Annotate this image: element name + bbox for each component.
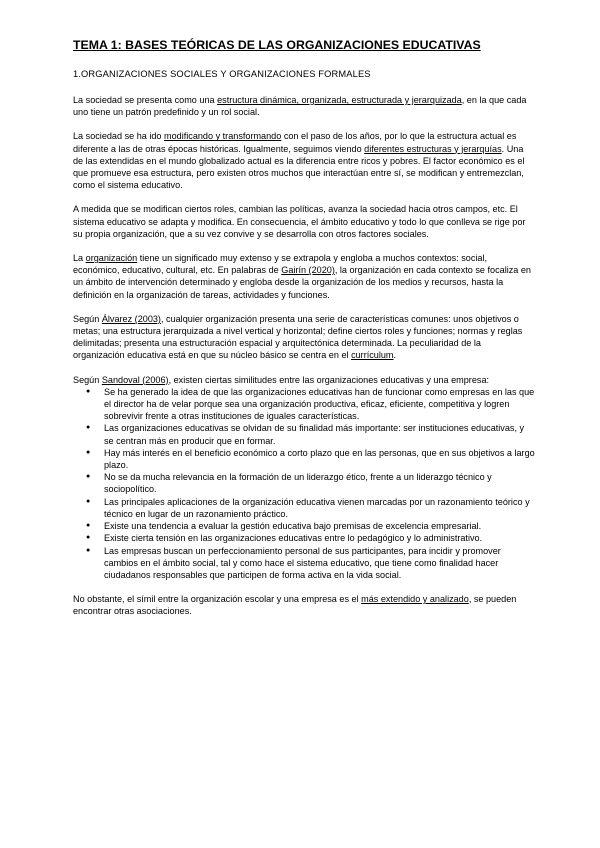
text-run: con el paso de los años, por lo que la estructura actual es diferente a las de otras épocas históricas. Igualmente, seguimos viendo <box>73 131 517 154</box>
list-item: ● Las principales aplicaciones de la organización educativa vienen marcadas por un razonamiento teórico y técnico en lugar de un razonamiento práctico. <box>73 496 535 520</box>
text-run: La sociedad se presenta como una <box>73 95 218 105</box>
paragraph-5 <box>73 313 535 362</box>
underlined-text: más extendido y analizado <box>361 594 469 605</box>
text-run: , cualquier organización presenta una serie de características comunes: unos objetivos o metas; una estructura jerarquizada a nivel vertical y horizontal; define ciertos roles y funciones; normas y reglas delimitadas; presenta una estructuración espacial y arquitectónica determinada. La peculiaridad de la organización educativa está en que su núcleo básico se centra en el <box>73 313 523 361</box>
text-run: Según <box>73 313 102 324</box>
paragraph-1 <box>73 94 535 118</box>
text-run: . <box>393 350 397 361</box>
text-run: , en la que cada uno tiene un patrón predefinido y un rol social. <box>73 95 527 118</box>
citation-sandoval: Sandoval (2006) <box>101 374 169 385</box>
list-item: ● Existe una tendencia a evaluar la gestión educativa bajo premisas de excelencia empresarial. <box>73 520 535 532</box>
underlined-text: currículum <box>351 350 394 361</box>
underlined-text: organización <box>85 253 138 264</box>
text-run: , existen ciertas similitudes entre las organizaciones educativas y una empresa: <box>168 374 490 385</box>
text-run: . Una de las extendidas en el mundo globalizado actual es la diferencia entre ricos y pobres. El factor económico es el que promueve esa estructura, pero existen otros muchos que interactúan entre sí, se modifican y entremezclan, como el sistema educativo. <box>73 143 525 191</box>
underlined-text: estructura dinámica, organizada, estructurada y jerarquizada <box>217 95 462 105</box>
paragraph-2 <box>73 130 535 191</box>
underlined-text: modificando y transformando <box>164 131 282 142</box>
list-item: ● No se da mucha relevancia en la formación de un liderazgo ético, frente a un liderazgo técnico y sociopolítico. <box>73 471 535 495</box>
text-run: , se pueden encontrar otras asociaciones. <box>73 594 517 617</box>
section-heading: 1.ORGANIZACIONES SOCIALES Y ORGANIZACIONES FORMALES <box>73 69 371 79</box>
citation-alvarez: Álvarez (2003) <box>101 313 161 324</box>
citation-gairin: Gairín (2020) <box>281 265 335 276</box>
paragraph-6 <box>73 374 535 386</box>
similarities-list <box>73 386 535 581</box>
list-item: ● Se ha generado la idea de que las organizaciones educativas han de funcionar como empresas en las que el director ha de velar porque sea una organización productiva, eficaz, eficiente, competitiva y logren sobrevivir frente a otras instituciones de iguales características. <box>73 386 535 423</box>
text-run: , la organización en cada contexto se focaliza en un ámbito de intervención determinado y engloba desde la organización de los medios y recursos, hasta la definición en la organización de tareas, actividades y funciones. <box>73 265 531 300</box>
paragraph-7 <box>73 593 535 617</box>
paragraph-4 <box>73 252 535 301</box>
paragraph-3: A medida que se modifican ciertos roles, cambian las políticas, avanza la sociedad hacia otros campos, etc. El sistema educativo se adapta y modifica. En consecuencia, el ámbito educativo y todo lo que conlleva se rige por su propia organización, que a su vez convive y se desarrolla con otros factores sociales. <box>73 204 526 239</box>
text-run: Según <box>73 374 102 385</box>
underlined-text: diferentes estructuras y jerarquías <box>364 143 502 154</box>
text-run: No obstante, el símil entre la organización escolar y una empresa es el <box>73 594 362 605</box>
page-title: TEMA 1: BASES TEÓRICAS DE LAS ORGANIZACIONES EDUCATIVAS <box>73 38 481 52</box>
text-run: tiene un significado muy extenso y se extrapola y engloba a muchos contextos: social, económico, educativo, cultural, etc. En palabras de <box>73 253 488 276</box>
list-item: ● Las empresas buscan un perfeccionamiento personal de sus participantes, para incidir y promover cambios en el ámbito social, tal y como hace el sistema educativo, que tiene como finalidad hacer ciudadanos responsables que participen de forma activa en la vida social. <box>73 545 535 582</box>
list-item: ● Las organizaciones educativas se olvidan de su finalidad más importante: ser instituciones educativas, y se centran más en producir que en formar. <box>73 422 535 446</box>
document-body <box>73 38 535 630</box>
list-item: ● Existe cierta tensión en las organizaciones educativas entre lo pedagógico y lo administrativo. <box>73 532 535 544</box>
text-run: La <box>73 253 86 264</box>
list-item: ● Hay más interés en el beneficio económico a corto plazo que en las personas, que en sus objetivos a largo plazo. <box>73 447 535 471</box>
text-run: La sociedad se ha ido <box>73 131 165 142</box>
